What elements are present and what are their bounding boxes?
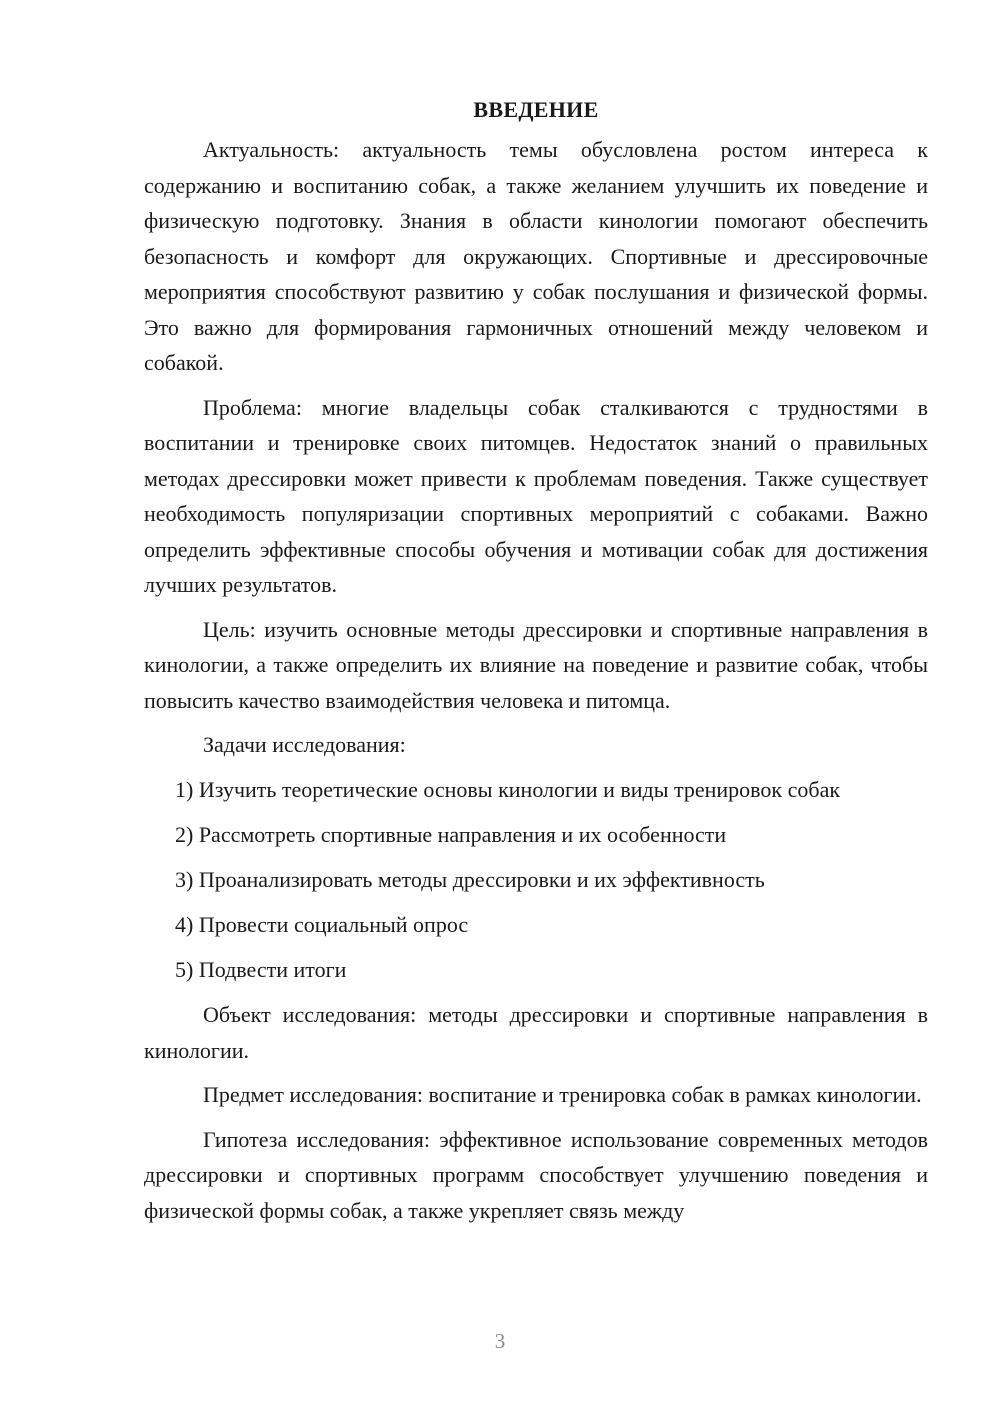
page-title: ВВЕДЕНИЕ [473,97,599,122]
problem-paragraph: Проблема: многие владельцы собак сталкиваются с трудностями в воспитании и тренировке своих питомцев. Недостаток знаний о правильных методах дрессировки может привести к проблемам поведения. Также существует необходимость популяризации спортивных мероприятий с собаками. Важно определить эффективные способы обучения и мотивации собак для достижения лучших результатов. [144,394,928,597]
hypothesis-paragraph: Гипотеза исследования: эффективное использование современных методов дрессировки и спортивных программ способствует улучшению поведения и физической формы собак, а также укрепляет связь между [144,1126,928,1223]
relevance-paragraph: Актуальность: актуальность темы обусловлена ростом интереса к содержанию и воспитанию собак, а также желанием улучшить их поведение и физическую подготовку. Знания в области кинологии помогают обеспечить безопасность и комфорт для окружающих. Спортивные и дрессировочные мероприятия способствуют развитию у собак послушания и физической формы. Это важно для формирования гармоничных отношений между человеком и собакой. [144,137,928,375]
tasks-heading: Задачи исследования: [203,732,406,757]
list-item: 4) Провести социальный опрос [175,912,469,937]
goal-paragraph: Цель: изучить основные методы дрессировки и спортивные направления в кинологии, а также определить их влияние на поведение и развитие собак, чтобы повысить качество взаимодействия человека и питомца. [144,616,928,713]
task-list [144,772,928,988]
page-number: 3 [494,1329,506,1353]
list-item: 3) Проанализировать методы дрессировки и их эффективность [175,867,765,892]
list-item: 5) Подвести итоги [175,957,347,982]
subject-paragraph: Предмет исследования: воспитание и тренировка собак в рамках кинологии. [203,1082,922,1107]
document-page [144,92,928,1237]
object-paragraph: Объект исследования: методы дрессировки и спортивные направления в кинологии. [144,1002,928,1063]
list-item: 1) Изучить теоретические основы кинологии и виды тренировок собак [175,777,841,802]
list-item: 2) Рассмотреть спортивные направления и их особенности [175,822,727,847]
